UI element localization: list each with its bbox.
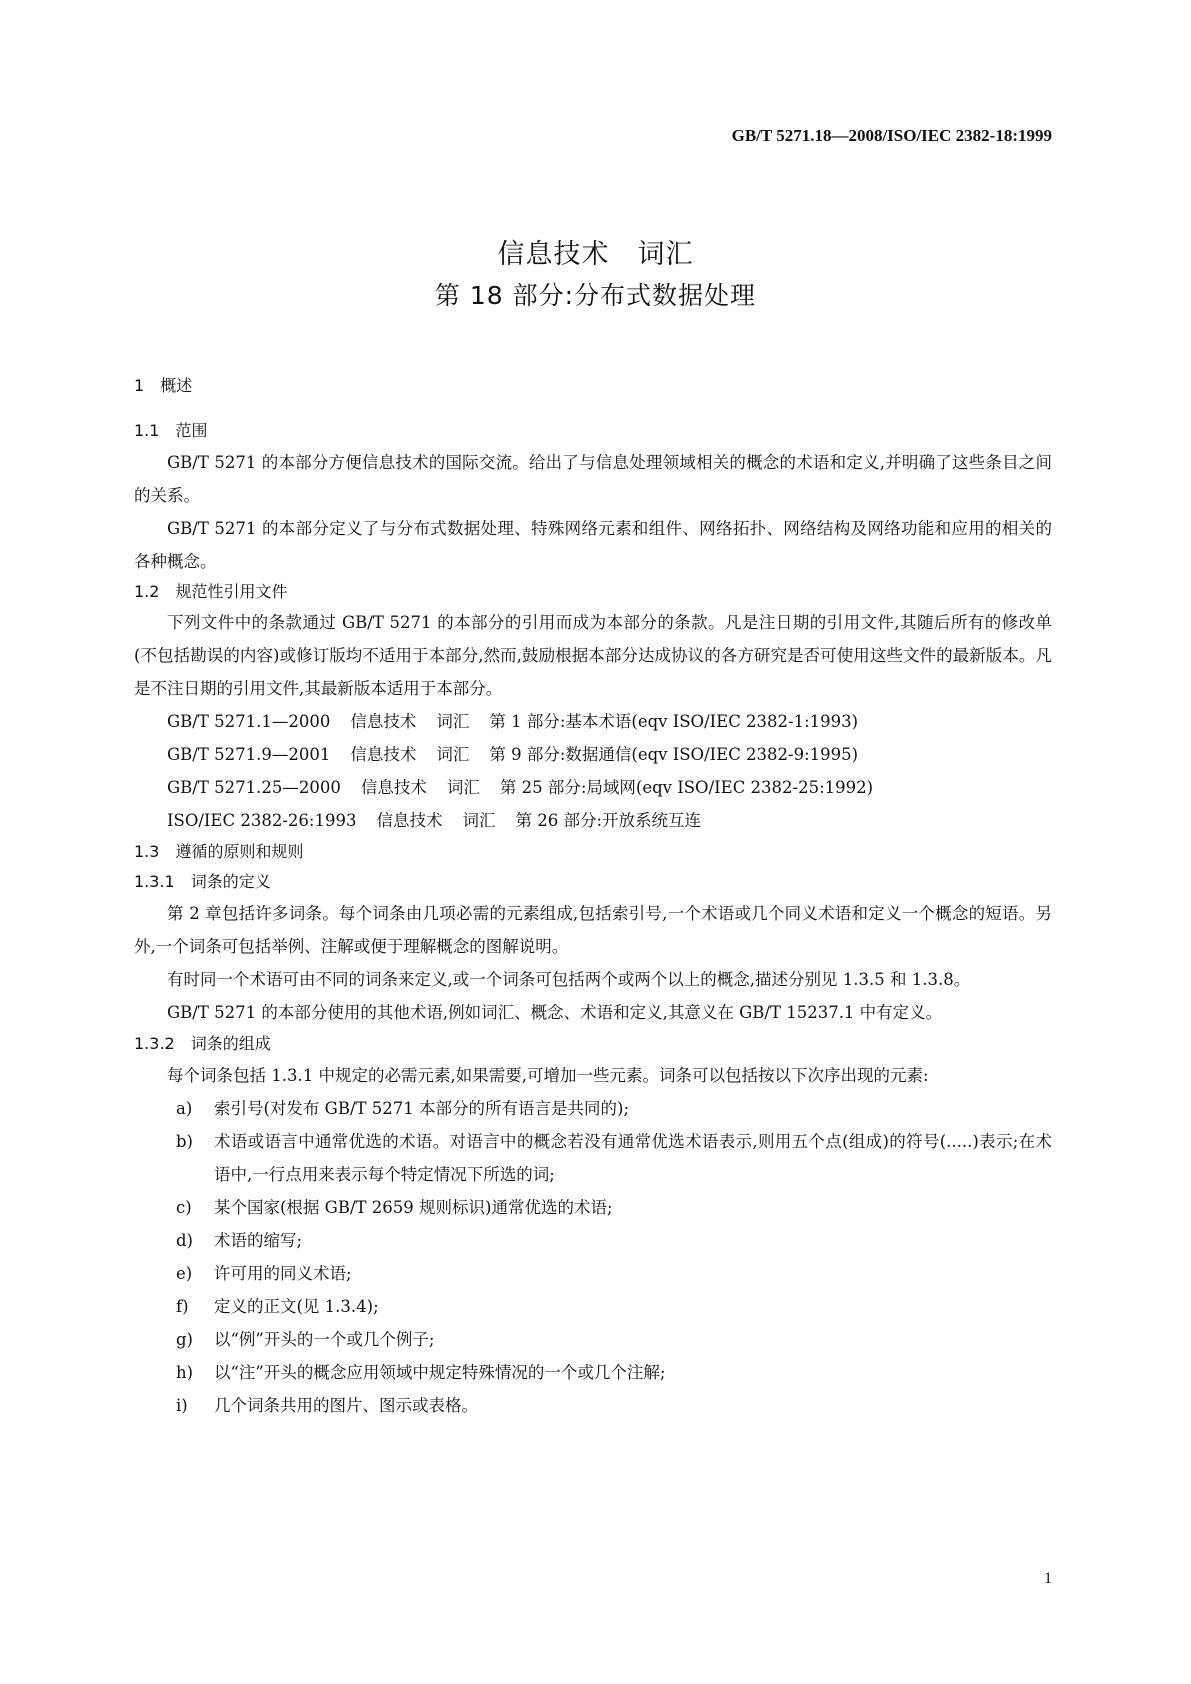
reference-name: 信息技术 xyxy=(360,778,427,797)
list-label: f) xyxy=(176,1297,189,1316)
list-item xyxy=(134,1224,1052,1257)
list-label: e) xyxy=(176,1264,193,1283)
reference-sub: 词汇 xyxy=(446,778,480,797)
reference-part: 第 25 部分:局域网(eqv ISO/IEC 2382-25:1992) xyxy=(499,778,874,797)
paragraph: 第 2 章包括许多词条。每个词条由几项必需的元素组成,包括索引号,一个术语或几个同义术语和定义一个概念的短语。另外,一个词条可包括举例、注解或便于理解概念的图解说明。 xyxy=(134,904,1052,956)
normative-reference xyxy=(134,771,1052,804)
title-part1: 信息技术 xyxy=(497,239,610,270)
list-text: 术语的缩写; xyxy=(214,1231,303,1250)
list-text: 定义的正文(见 1.3.4); xyxy=(214,1297,379,1316)
section-title: 遵循的原则和规则 xyxy=(175,842,304,861)
list-text: 许可用的同义术语; xyxy=(214,1264,352,1283)
section-number: 1.3.1 xyxy=(134,872,175,891)
list-text: 几个词条共用的图片、图示或表格。 xyxy=(214,1396,478,1415)
section-number: 1.3.2 xyxy=(134,1034,175,1053)
normative-reference xyxy=(134,738,1052,771)
reference-part: 第 1 部分:基本术语(eqv ISO/IEC 2382-1:1993) xyxy=(489,712,859,731)
list-label: h) xyxy=(176,1363,194,1382)
section-heading-1-2 xyxy=(134,578,1052,606)
list-text: 某个国家(根据 GB/T 2659 规则标识)通常优选的术语; xyxy=(214,1198,613,1217)
reference-sub: 词汇 xyxy=(436,745,470,764)
section-number: 1.1 xyxy=(134,421,160,440)
reference-name: 信息技术 xyxy=(350,745,417,764)
title-part2: 词汇 xyxy=(637,239,694,270)
section-title: 范围 xyxy=(175,421,208,440)
list-item xyxy=(134,1191,1052,1224)
list-label: g) xyxy=(176,1330,193,1349)
normative-reference xyxy=(134,804,1052,837)
reference-code: GB/T 5271.9—2001 xyxy=(167,745,331,764)
reference-code: GB/T 5271.1—2000 xyxy=(167,712,331,731)
reference-part: 第 9 部分:数据通信(eqv ISO/IEC 2382-9:1995) xyxy=(489,745,859,764)
reference-name: 信息技术 xyxy=(376,811,443,830)
list-item xyxy=(134,1092,1052,1125)
reference-part: 第 26 部分:开放系统互连 xyxy=(515,811,701,830)
document-title-line1 xyxy=(0,232,1191,271)
list-label: c) xyxy=(176,1198,192,1217)
section-heading-1-3-2 xyxy=(134,1029,1052,1059)
list-item xyxy=(134,1356,1052,1389)
list-item xyxy=(134,1389,1052,1422)
document-title-line2: 第 18 部分:分布式数据处理 xyxy=(434,281,757,310)
list-label: b) xyxy=(176,1132,193,1151)
section-heading-1-3 xyxy=(134,837,1052,867)
section-title: 规范性引用文件 xyxy=(175,582,288,601)
list-label: a) xyxy=(176,1099,193,1118)
list-label: d) xyxy=(176,1231,193,1250)
paragraph: GB/T 5271 的本部分使用的其他术语,例如词汇、概念、术语和定义,其意义在 GB/T 15237.1 中有定义。 xyxy=(167,1003,943,1022)
section-heading-1 xyxy=(134,373,1052,396)
reference-sub: 词汇 xyxy=(462,811,496,830)
paragraph: GB/T 5271 的本部分方便信息技术的国际交流。给出了与信息处理领域相关的概念的术语和定义,并明确了这些条目之间的关系。 xyxy=(134,453,1052,505)
reference-code: ISO/IEC 2382-26:1993 xyxy=(167,811,357,830)
document-body xyxy=(134,373,1052,1422)
section-title: 词条的组成 xyxy=(190,1034,271,1053)
paragraph: 每个词条包括 1.3.1 中规定的必需元素,如果需要,可增加一些元素。词条可以包括按以下次序出现的元素: xyxy=(167,1066,929,1085)
paragraph: 有时同一个术语可由不同的词条来定义,或一个词条可包括两个或两个以上的概念,描述分别见 1.3.5 和 1.3.8。 xyxy=(167,970,971,989)
list-text: 以“注”开头的概念应用领域中规定特殊情况的一个或几个注解; xyxy=(214,1363,666,1382)
list-text: 索引号(对发布 GB/T 5271 本部分的所有语言是共同的); xyxy=(214,1099,630,1118)
page-number: 1 xyxy=(1044,1570,1052,1587)
normative-reference xyxy=(134,705,1052,738)
reference-code: GB/T 5271.25—2000 xyxy=(167,778,341,797)
list-item xyxy=(134,1125,1052,1191)
section-number: 1 xyxy=(134,376,145,395)
section-heading-1-3-1 xyxy=(134,867,1052,897)
list-item xyxy=(134,1257,1052,1290)
paragraph: GB/T 5271 的本部分定义了与分布式数据处理、特殊网络元素和组件、网络拓扑、网络结构及网络功能和应用的相关的各种概念。 xyxy=(134,519,1052,571)
list-text: 术语或语言中通常优选的术语。对语言中的概念若没有通常优选术语表示,则用五个点(组成)的符号(.....)表示;在术语中,一行点用来表示每个特定情况下所选的词; xyxy=(214,1132,1052,1184)
paragraph: 下列文件中的条款通过 GB/T 5271 的本部分的引用而成为本部分的条款。凡是注日期的引用文件,其随后所有的修改单(不包括勘误的内容)或修订版均不适用于本部分,然而,鼓励根据本部分达成协议的各方研究是否可使用这些文件的最新版本。凡是不注日期的引用文件,其最新版本适用于本部分。 xyxy=(134,613,1052,698)
section-number: 1.2 xyxy=(134,582,160,601)
section-heading-1-1 xyxy=(134,416,1052,446)
reference-sub: 词汇 xyxy=(436,712,470,731)
list-text: 以“例”开头的一个或几个例子; xyxy=(214,1330,435,1349)
standard-code-header: GB/T 5271.18—2008/ISO/IEC 2382-18:1999 xyxy=(731,126,1052,145)
section-title: 词条的定义 xyxy=(190,872,271,891)
list-item xyxy=(134,1290,1052,1323)
section-number: 1.3 xyxy=(134,842,160,861)
section-title: 概述 xyxy=(160,376,193,395)
reference-name: 信息技术 xyxy=(350,712,417,731)
list-item xyxy=(134,1323,1052,1356)
list-label: i) xyxy=(176,1396,188,1415)
